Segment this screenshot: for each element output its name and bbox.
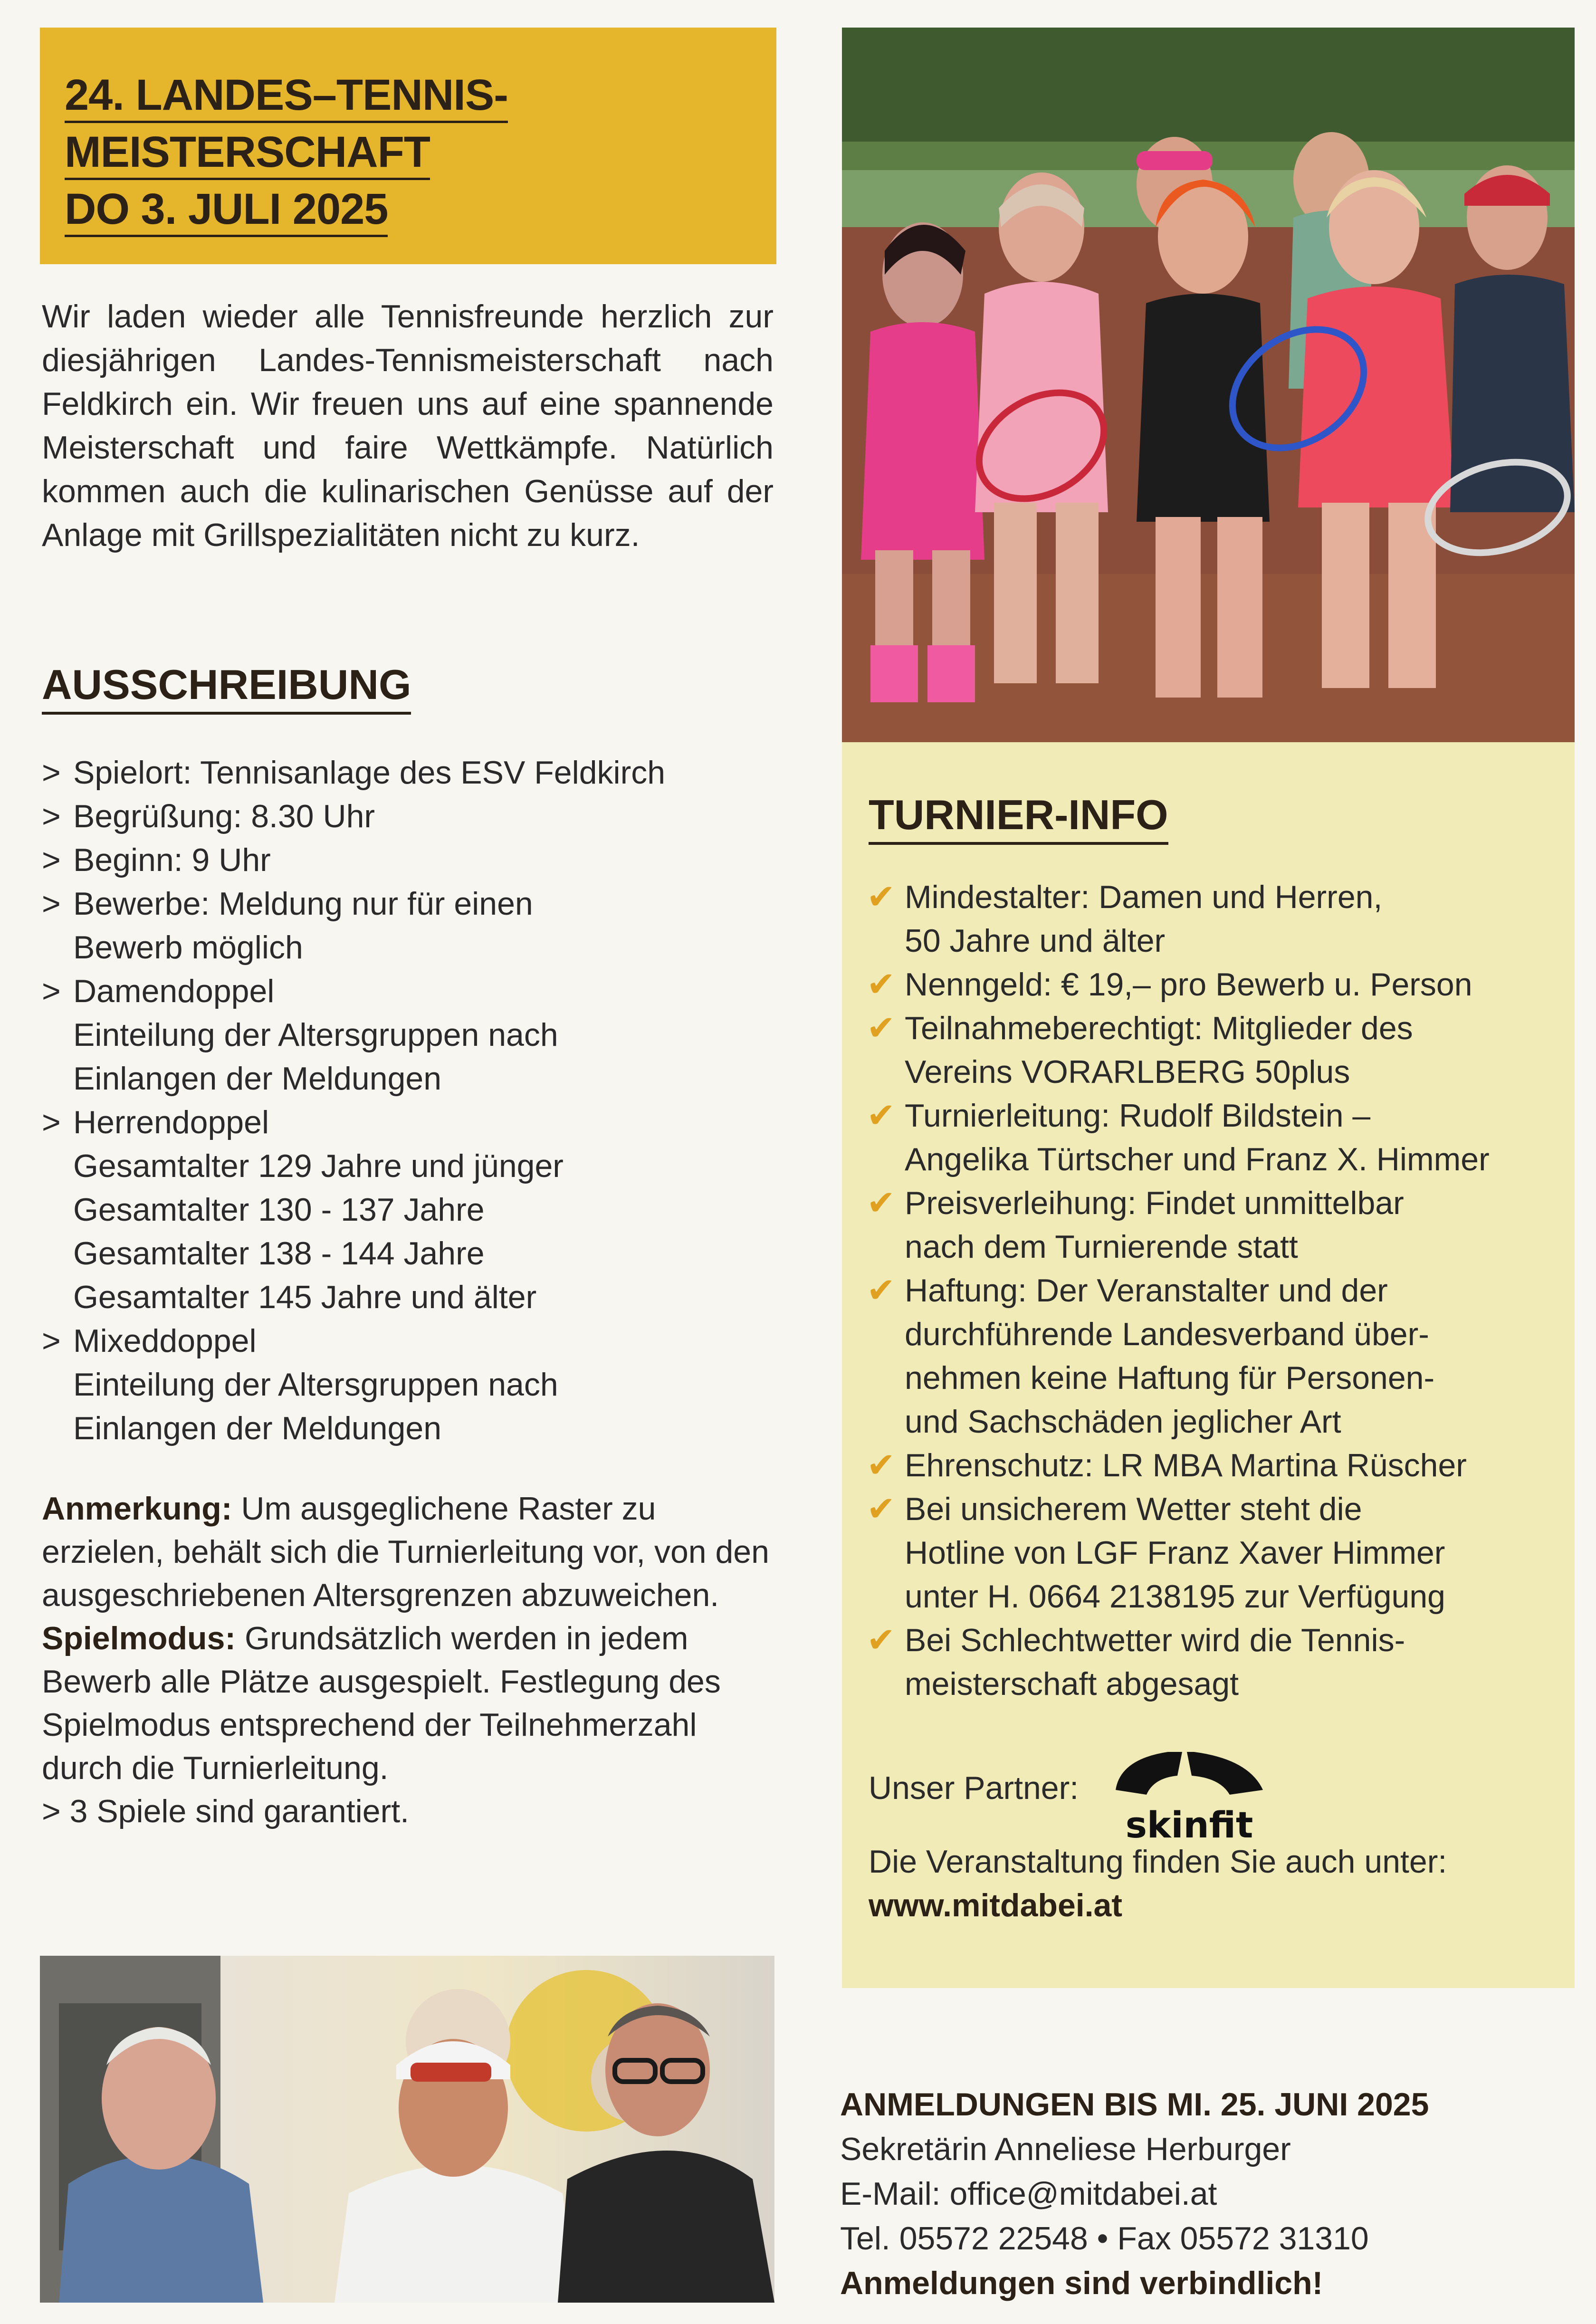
turnier-info-item: [867, 1181, 1556, 1269]
spec-item: [42, 794, 774, 838]
turnier-info-line: Ehrenschutz: LR MBA Martina Rüscher: [905, 1447, 1467, 1483]
spec-item-text: Spielort: Tennisanlage des ESV Feldkirch: [73, 755, 666, 791]
spec-subitem: Bewerb möglich: [73, 929, 303, 966]
spec-subitem: Einlangen der Meldungen: [73, 1061, 442, 1097]
anmerkung-label: Anmerkung:: [42, 1491, 232, 1527]
spec-item-text: Beginn: 9 Uhr: [73, 842, 271, 878]
spec-item-text: Herrendoppel: [73, 1104, 269, 1140]
turnier-info-box: [842, 742, 1575, 1988]
spec-marker: >: [42, 886, 61, 922]
anmeldung-contact: Sekretärin Anneliese Herburger: [840, 2131, 1291, 2167]
partner-label: Unser Partner:: [869, 1770, 1079, 1806]
spec-subitem: Einteilung der Altersgruppen nach: [73, 1017, 558, 1053]
checkmark-icon: ✔: [867, 1097, 896, 1135]
turnier-info-line: unter H. 0664 2138195 zur Verfügung: [905, 1578, 1445, 1615]
checkmark-icon: ✔: [867, 1446, 896, 1484]
venue-url-link[interactable]: www.mitdabei.at: [869, 1887, 1123, 1923]
spec-item: [42, 969, 774, 1100]
spec-item-text: Bewerbe: Meldung nur für einen: [73, 886, 533, 922]
turnier-info-item: [867, 1269, 1556, 1444]
turnier-info-line: Nenngeld: € 19,– pro Bewerb u. Person: [905, 966, 1472, 1003]
turnier-info-line: Hotline von LGF Franz Xaver Himmer: [905, 1535, 1445, 1571]
spec-subitem: Einteilung der Altersgruppen nach: [73, 1367, 558, 1403]
spec-subitem: Gesamtalter 138 - 144 Jahre: [73, 1235, 485, 1272]
title-box: [40, 28, 776, 264]
spec-marker: >: [42, 755, 61, 791]
anmeldung-deadline: ANMELDUNGEN BIS MI. 25. JUNI 2025: [840, 2086, 1429, 2123]
spec-item: [42, 1100, 774, 1319]
turnier-info-line: Bei Schlechtwetter wird die Tennis-: [905, 1622, 1405, 1658]
spec-marker: >: [42, 842, 61, 878]
turnier-info-line: meisterschaft abgesagt: [905, 1666, 1239, 1702]
turnier-info-line: nehmen keine Haftung für Personen-: [905, 1360, 1435, 1396]
anmerkung-text: Um ausgeglichene Raster zu erzielen, behält sich die Turnierleitung vor, von den ausgeschriebenen Altersgrenzen abzuweichen.: [42, 1491, 769, 1613]
intro-paragraph: Wir laden wieder alle Tennisfreunde herzlich zur diesjährigen Landes-Tennismeisterschaft nach Feldkirch ein. Wir freuen uns auf eine spannende Meisterschaft und faire Wettkämpfe. Natürlich kommen auch die kulinarischen Genüsse auf der Anlage mit Grillspezialitäten nicht zu kurz.: [42, 298, 774, 553]
partner-row: [869, 1750, 1534, 1845]
turnier-info-item: [867, 963, 1556, 1006]
turnier-info-item: [867, 1006, 1556, 1094]
ausschreibung-heading: AUSSCHREIBUNG: [42, 660, 411, 715]
spec-subitem: Einlangen der Meldungen: [73, 1410, 442, 1446]
anmeldung-phone: Tel. 05572 22548 • Fax 05572 31310: [840, 2220, 1369, 2257]
anmeldung-binding-note: Anmeldungen sind verbindlich!: [840, 2265, 1323, 2301]
title-line-2: MEISTERSCHAFT: [65, 128, 430, 180]
spec-subitem: Gesamtalter 129 Jahre und jünger: [73, 1148, 564, 1184]
spec-item-text: Begrüßung: 8.30 Uhr: [73, 798, 375, 834]
turnier-info-line: Preisverleihung: Findet unmittelbar: [905, 1185, 1404, 1221]
turnier-info-item: [867, 1444, 1556, 1487]
spec-item-text: Damendoppel: [73, 973, 275, 1009]
spec-subitem: Gesamtalter 145 Jahre und älter: [73, 1279, 537, 1315]
spec-item: [42, 838, 774, 882]
checkmark-icon: ✔: [867, 1490, 896, 1528]
turnier-info-line: Bei unsicherem Wetter steht die: [905, 1491, 1362, 1527]
spec-list: [42, 751, 774, 1450]
title-line-3: DO 3. JULI 2025: [65, 185, 388, 237]
skinfit-logo-text: skinfit: [1125, 1804, 1253, 1845]
skinfit-logo: [1111, 1750, 1268, 1845]
photo-tennis-women-image: [842, 28, 1575, 742]
skinfit-logo-mark: [1111, 1750, 1268, 1845]
turnier-info-list: [867, 875, 1556, 1706]
spec-marker: >: [42, 1104, 61, 1140]
turnier-info-line: und Sachschäden jeglicher Art: [905, 1404, 1341, 1440]
anmeldung-block: [840, 2082, 1577, 2305]
garantie-text: > 3 Spiele sind garantiert.: [42, 1793, 410, 1829]
venue-block: [869, 1840, 1447, 1927]
spec-marker: >: [42, 973, 61, 1009]
checkmark-icon: ✔: [867, 1621, 896, 1659]
turnier-info-line: Vereins VORARLBERG 50plus: [905, 1054, 1350, 1090]
photo-three-men-image: [40, 1956, 774, 2303]
spec-item: [42, 1319, 774, 1450]
turnier-info-line: Turnierleitung: Rudolf Bildstein –: [905, 1098, 1371, 1134]
spec-subitem: Gesamtalter 130 - 137 Jahre: [73, 1192, 485, 1228]
checkmark-icon: ✔: [867, 1184, 896, 1222]
photo-three-men: [40, 1956, 774, 2303]
title-line-1: 24. LANDES–TENNIS-: [65, 71, 508, 123]
turnier-info-line: Haftung: Der Veranstalter und der: [905, 1272, 1388, 1309]
spec-item-text: Mixeddoppel: [73, 1323, 257, 1359]
spec-item: [42, 751, 774, 794]
spec-marker: >: [42, 1323, 61, 1359]
checkmark-icon: ✔: [867, 1009, 896, 1047]
turnier-info-line: 50 Jahre und älter: [905, 923, 1166, 959]
checkmark-icon: ✔: [867, 1272, 896, 1310]
spielmodus-label: Spielmodus:: [42, 1620, 236, 1656]
turnier-info-item: [867, 1487, 1556, 1618]
anmeldung-email[interactable]: E-Mail: office@mitdabei.at: [840, 2176, 1217, 2212]
spec-marker: >: [42, 798, 61, 834]
turnier-info-line: durchführende Landesverband über-: [905, 1316, 1429, 1352]
notes: [42, 1487, 783, 1833]
turnier-info-item: [867, 1094, 1556, 1181]
venue-text: Die Veranstaltung finden Sie auch unter:: [869, 1844, 1447, 1880]
checkmark-icon: ✔: [867, 966, 896, 1004]
turnier-info-heading: TURNIER-INFO: [869, 791, 1168, 845]
photo-tennis-women: [842, 28, 1575, 742]
turnier-info-line: Teilnahmeberechtigt: Mitglieder des: [905, 1010, 1413, 1046]
turnier-info-item: [867, 875, 1556, 963]
checkmark-icon: ✔: [867, 878, 896, 916]
turnier-info-line: Mindestalter: Damen und Herren,: [905, 879, 1383, 915]
turnier-info-line: Angelika Türtscher und Franz X. Himmer: [905, 1141, 1490, 1177]
turnier-info-item: [867, 1618, 1556, 1706]
turnier-info-line: nach dem Turnierende statt: [905, 1229, 1298, 1265]
spec-item: [42, 882, 774, 969]
spielmodus-text: Grundsätzlich werden in jedem Bewerb alle Plätze ausgespielt. Festlegung des Spielmodus entsprechend der Teilnehmerzahl durch die Turnierleitung.: [42, 1620, 721, 1786]
